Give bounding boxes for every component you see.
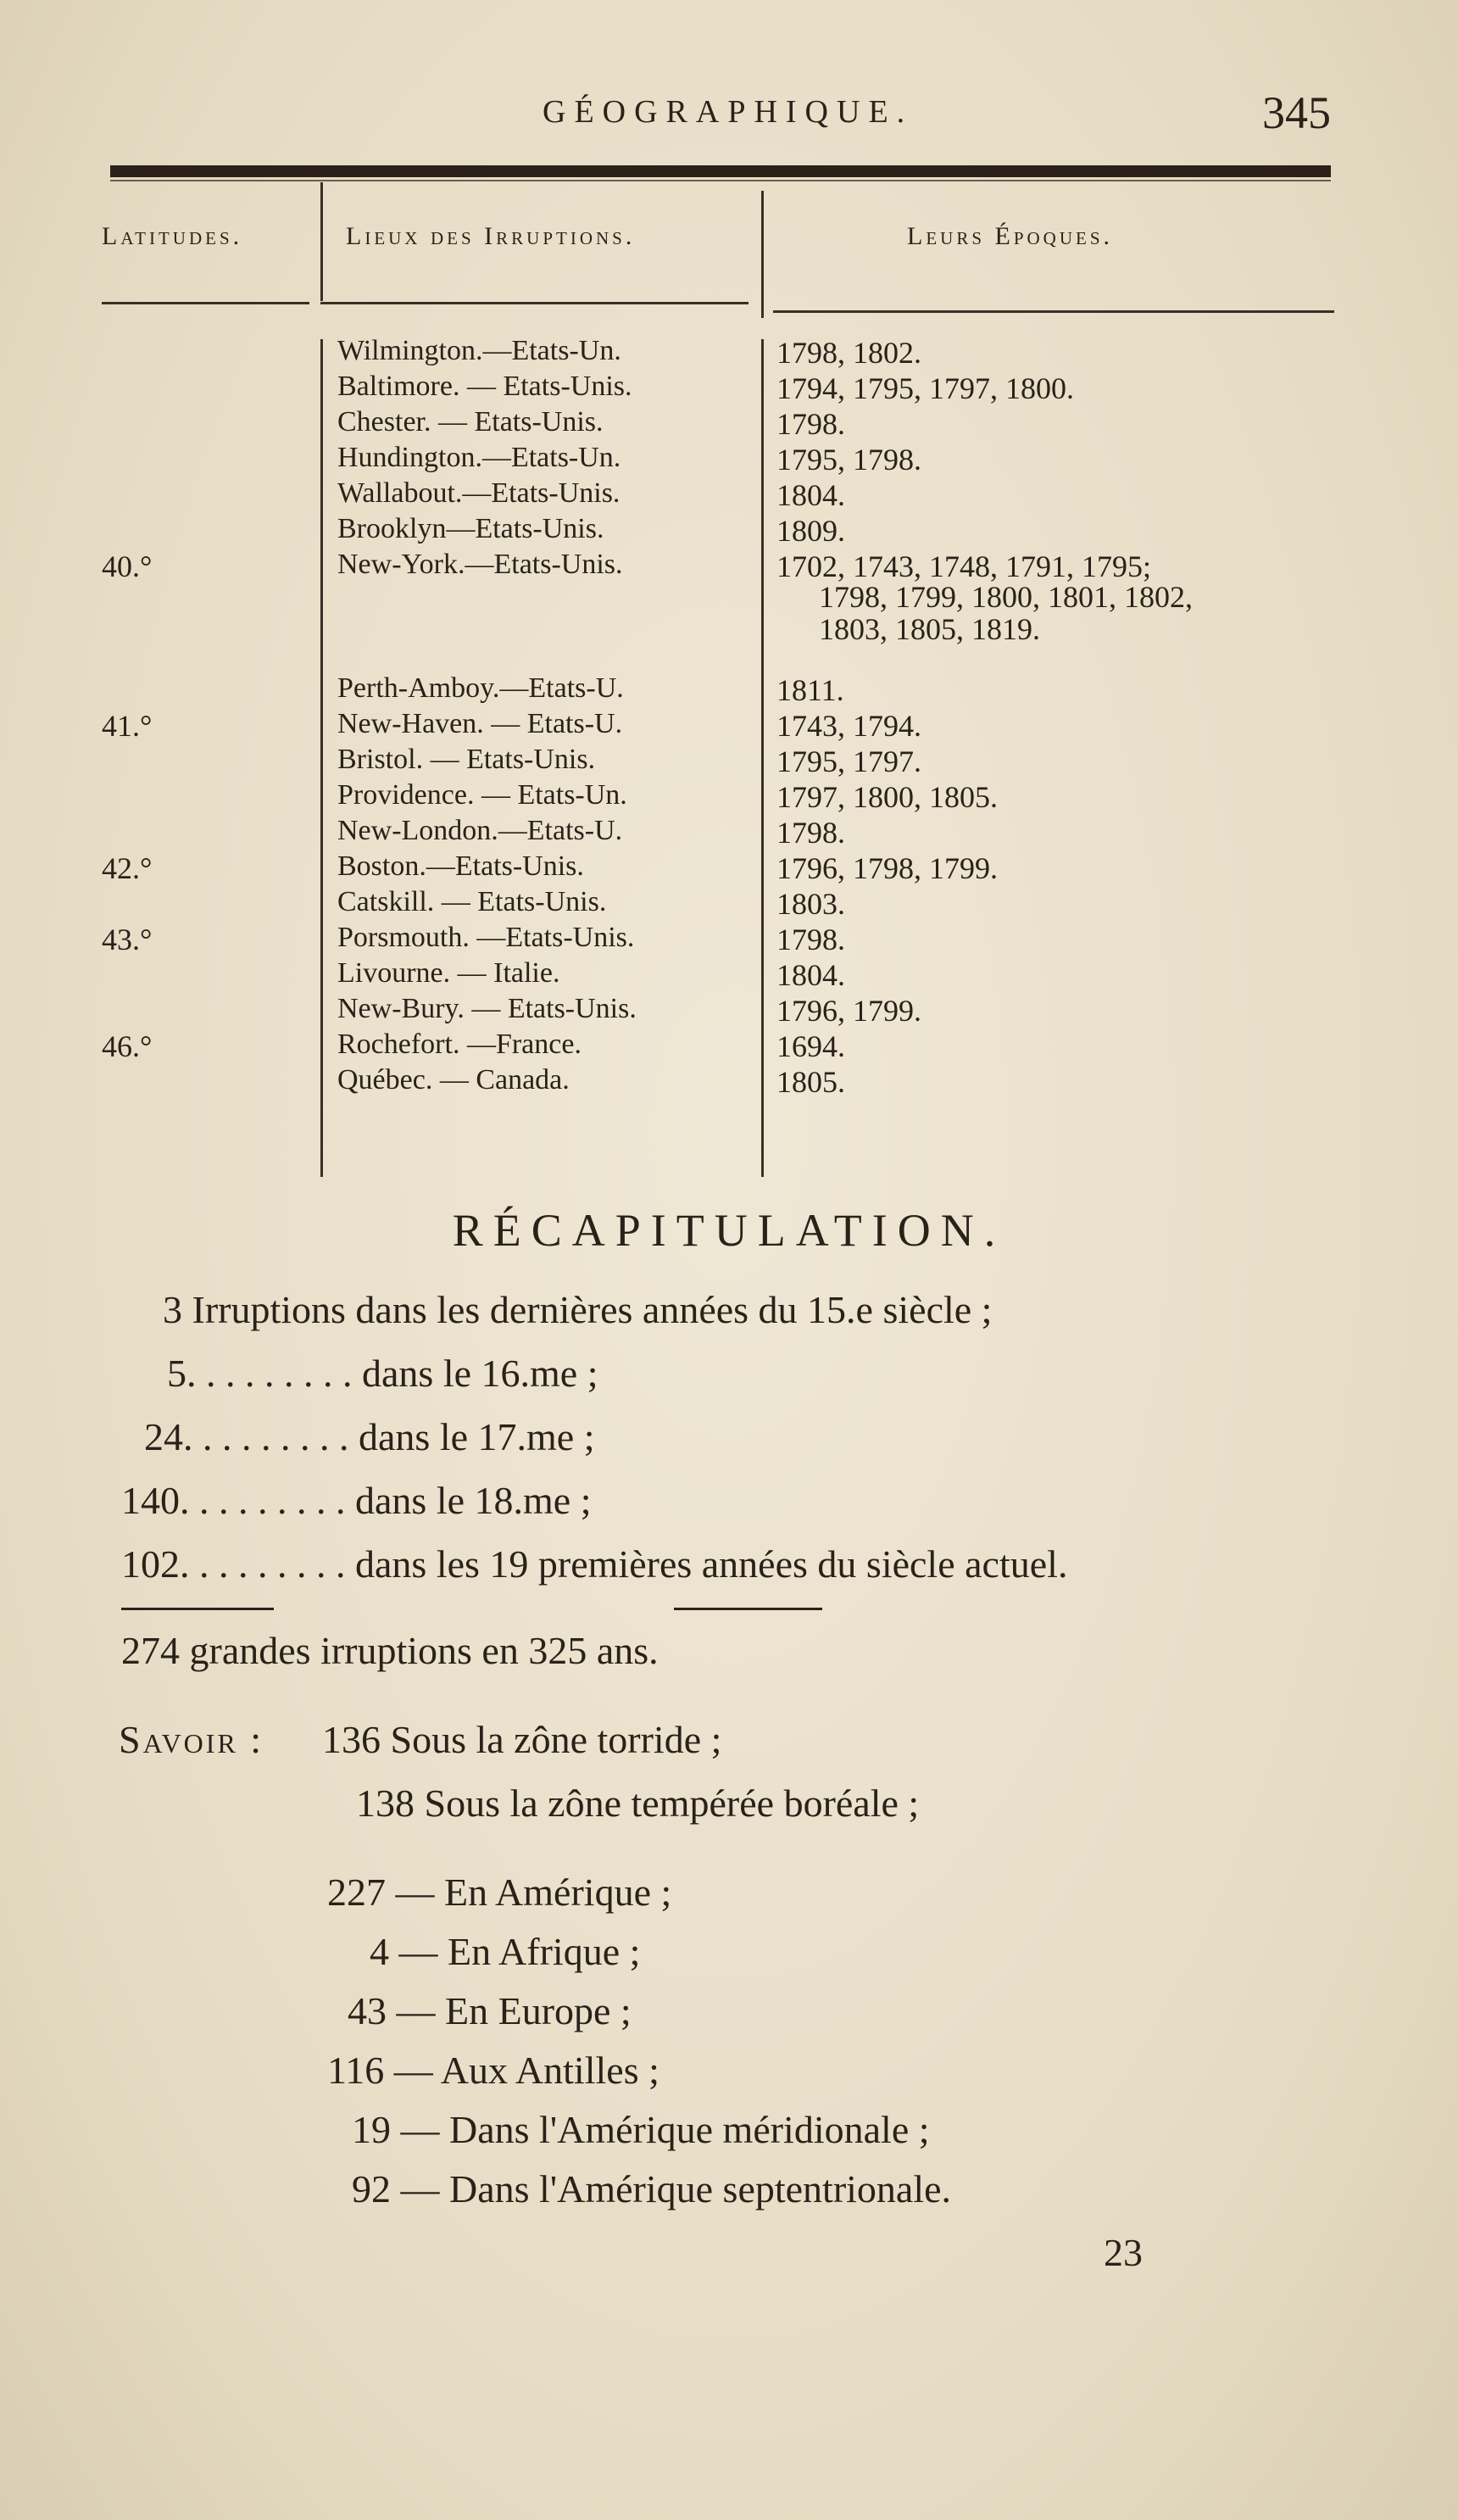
row-latitude: 42.° [102, 851, 153, 885]
recap-line-19th: 102. . . . . . . . . dans les 19 premières années du siècle actuel. [121, 1542, 1068, 1586]
row-dates: 1796, 1799. [776, 994, 921, 1028]
row-dates: 1702, 1743, 1748, 1791, 1795; [776, 549, 1152, 583]
col-header-places: Lieux des Irruptions. [346, 222, 636, 250]
table-row-continuation [0, 579, 1458, 614]
row-place: Catskill. — Etats-Unis. [337, 886, 607, 917]
table-row [0, 744, 1458, 778]
recap-line-17th: 24. . . . . . . . . dans le 17.me ; [144, 1415, 595, 1458]
table-row [0, 922, 1458, 956]
row-dates: 1798. [776, 407, 845, 441]
row-dates: 1797, 1800, 1805. [776, 780, 998, 814]
row-dates: 1803. [776, 887, 845, 921]
row-place: Bristol. — Etats-Unis. [337, 744, 596, 775]
row-dates: 1811. [776, 673, 844, 707]
table-row [0, 371, 1458, 405]
region-amerique: 227 — En Amérique ; [327, 1870, 672, 1914]
col-header-epochs: Leurs Époques. [907, 222, 1114, 250]
row-place: Hundington.—Etats-Un. [337, 442, 621, 473]
sum-rule-right [674, 1608, 822, 1610]
row-dates: 1694. [776, 1029, 845, 1063]
table-row [0, 1064, 1458, 1099]
sum-rule-left [121, 1608, 274, 1610]
table-row [0, 993, 1458, 1028]
signature-mark: 23 [1104, 2231, 1143, 2274]
col-divider-1-top [320, 182, 323, 301]
row-latitude: 43.° [102, 923, 153, 956]
row-dates-continued: 1803, 1805, 1819. [819, 612, 1040, 646]
row-place: Wallabout.—Etats-Unis. [337, 477, 620, 509]
row-latitude: 46.° [102, 1029, 153, 1063]
row-place: New-York.—Etats-Unis. [337, 549, 623, 580]
row-place: New-London.—Etats-U. [337, 815, 623, 846]
row-place: Boston.—Etats-Unis. [337, 850, 584, 882]
row-place: Porsmouth. —Etats-Unis. [337, 922, 635, 953]
row-dates: 1795, 1798. [776, 443, 921, 477]
header-underline-places [320, 302, 748, 304]
row-dates: 1795, 1797. [776, 744, 921, 778]
region-amerique-meridionale: 19 — Dans l'Amérique méridionale ; [352, 2108, 930, 2151]
table-row [0, 708, 1458, 743]
table-row [0, 477, 1458, 512]
row-dates: 1794, 1795, 1797, 1800. [776, 371, 1074, 405]
header-underline-latitudes [102, 302, 309, 304]
region-europe: 43 — En Europe ; [348, 1989, 632, 2032]
row-dates-continued: 1798, 1799, 1800, 1801, 1802, [819, 580, 1193, 614]
row-dates: 1805. [776, 1065, 845, 1099]
col-divider-2-top [761, 191, 764, 318]
region-amerique-septentrionale: 92 — Dans l'Amérique septentrionale. [352, 2167, 952, 2211]
row-place: Livourne. — Italie. [337, 957, 560, 989]
row-dates: 1804. [776, 958, 845, 992]
region-afrique: 4 — En Afrique ; [370, 1930, 641, 1973]
table-row [0, 779, 1458, 814]
row-place: Rochefort. —France. [337, 1029, 582, 1060]
row-place: Wilmington.—Etats-Un. [337, 335, 621, 366]
header-rule [110, 165, 1331, 177]
table-row [0, 1029, 1458, 1063]
running-title: GÉOGRAPHIQUE. [543, 94, 914, 130]
zone-temperee: 138 Sous la zône tempérée boréale ; [356, 1781, 920, 1825]
table-row [0, 549, 1458, 583]
running-head [0, 87, 1458, 153]
row-place: New-Bury. — Etats-Unis. [337, 993, 637, 1024]
row-place: New-Haven. — Etats-U. [337, 708, 623, 739]
table-row [0, 957, 1458, 992]
row-dates: 1798, 1802. [776, 336, 921, 370]
col-header-latitudes: Latitudes. [102, 222, 243, 250]
recap-line-15th: 3 Irruptions dans les dernières années du 15.e siècle ; [163, 1288, 993, 1331]
row-place: Baltimore. — Etats-Unis. [337, 371, 632, 402]
page-number: 345 [1262, 87, 1331, 138]
recap-total: 274 grandes irruptions en 325 ans. [121, 1629, 659, 1672]
row-latitude: 41.° [102, 709, 153, 743]
table-row [0, 335, 1458, 370]
table-row [0, 442, 1458, 477]
table-row [0, 672, 1458, 707]
row-latitude: 40.° [102, 549, 153, 583]
table-row [0, 513, 1458, 548]
table-row-continuation [0, 611, 1458, 646]
row-place: Perth-Amboy.—Etats-U. [337, 672, 624, 704]
table-row [0, 850, 1458, 885]
region-antilles: 116 — Aux Antilles ; [327, 2049, 659, 2092]
row-dates: 1809. [776, 514, 845, 548]
row-dates: 1743, 1794. [776, 709, 921, 743]
table-row [0, 406, 1458, 441]
row-dates: 1798. [776, 923, 845, 956]
row-dates: 1804. [776, 478, 845, 512]
header-rule-thin [110, 180, 1331, 181]
row-place: Providence. — Etats-Un. [337, 779, 627, 811]
recap-line-16th: 5. . . . . . . . . dans le 16.me ; [167, 1352, 598, 1395]
row-place: Québec. — Canada. [337, 1064, 570, 1096]
header-underline-epochs [773, 310, 1334, 313]
row-dates: 1798. [776, 816, 845, 850]
table-row [0, 886, 1458, 921]
zone-torride: 136 Sous la zône torride ; [322, 1718, 722, 1761]
table-row [0, 815, 1458, 850]
row-dates: 1796, 1798, 1799. [776, 851, 998, 885]
savoir-label: Savoir : [119, 1718, 264, 1761]
row-place: Brooklyn—Etats-Unis. [337, 513, 604, 544]
recap-title: RÉCAPITULATION. [452, 1205, 1006, 1256]
row-place: Chester. — Etats-Unis. [337, 406, 604, 438]
recap-line-18th: 140. . . . . . . . . dans le 18.me ; [121, 1479, 592, 1522]
